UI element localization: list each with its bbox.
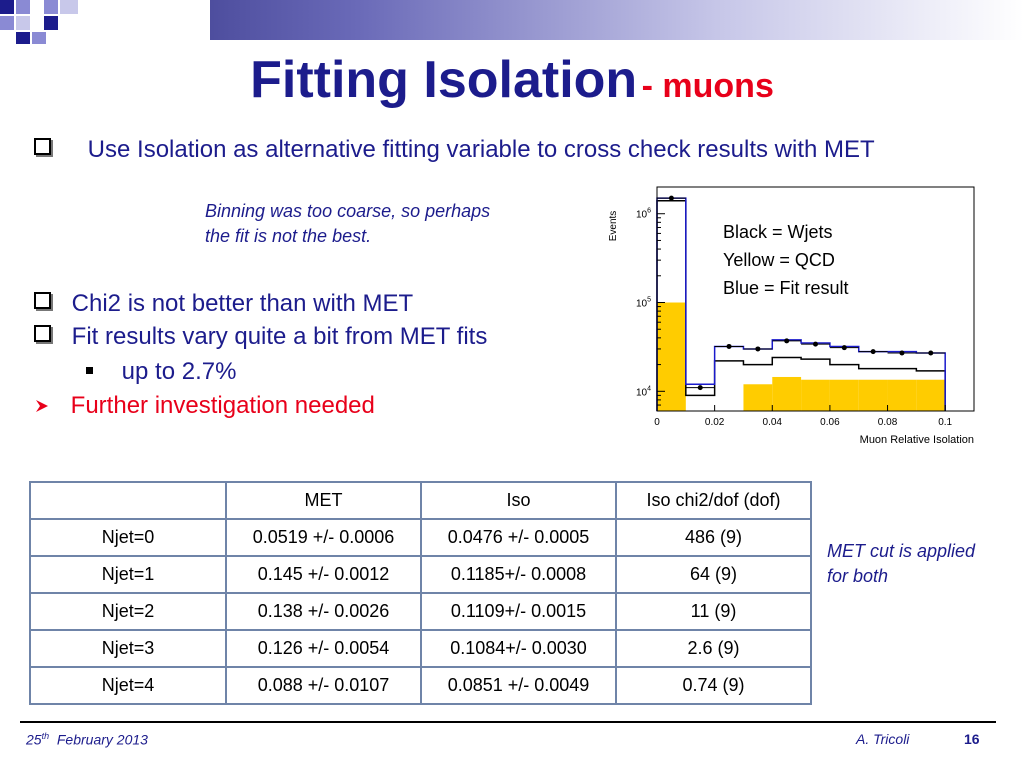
intro-bullet-text: Use Isolation as alternative fitting variable to cross check results with MET bbox=[87, 136, 875, 163]
arrow-bullet-item bbox=[34, 392, 375, 420]
footer-divider bbox=[20, 721, 996, 723]
y-tick-label: $10^4$ bbox=[635, 385, 651, 399]
table-cell: Njet=2 bbox=[30, 593, 226, 630]
table-cell: Njet=3 bbox=[30, 630, 226, 667]
data-point bbox=[727, 344, 732, 349]
table-row bbox=[30, 519, 811, 556]
x-tick-label: 0.1 bbox=[938, 417, 953, 428]
table-cell: Njet=4 bbox=[30, 667, 226, 704]
table-cell: 11 (9) bbox=[616, 593, 811, 630]
corner-square bbox=[16, 32, 30, 44]
data-point bbox=[813, 342, 818, 347]
square-bullet-icon bbox=[34, 292, 51, 309]
qcd-bar bbox=[830, 380, 859, 411]
table-row bbox=[30, 667, 811, 704]
table-cell: 0.1185+/- 0.0008 bbox=[421, 556, 616, 593]
table-row bbox=[30, 556, 811, 593]
small-square-bullet-icon bbox=[86, 367, 93, 374]
plot-legend bbox=[723, 218, 849, 302]
footer-date-day: 25 bbox=[26, 731, 42, 748]
table-cell: 0.1109+/- 0.0015 bbox=[421, 593, 616, 630]
y-tick-label: $10^5$ bbox=[635, 296, 651, 310]
met-cut-note-line: for both bbox=[827, 566, 889, 586]
footer-date bbox=[26, 731, 148, 748]
arrow-bullet-text: Further investigation needed bbox=[70, 392, 375, 419]
data-point bbox=[784, 338, 789, 343]
table-header-cell: Iso bbox=[421, 482, 616, 519]
square-bullet-icon bbox=[34, 325, 51, 342]
data-point bbox=[698, 385, 703, 390]
table-header-cell: Iso chi2/dof (dof) bbox=[616, 482, 811, 519]
binning-note-line: the fit is not the best. bbox=[205, 226, 372, 246]
table-cell: 0.145 +/- 0.0012 bbox=[226, 556, 421, 593]
table-row bbox=[30, 630, 811, 667]
bullet-text: Chi2 is not better than with MET bbox=[71, 290, 414, 317]
binning-note bbox=[205, 199, 490, 249]
table-row bbox=[30, 593, 811, 630]
legend-entry: Blue = Fit result bbox=[723, 278, 849, 298]
corner-square bbox=[44, 16, 58, 30]
qcd-bar bbox=[916, 380, 945, 411]
table-cell: 0.138 +/- 0.0026 bbox=[226, 593, 421, 630]
qcd-bar bbox=[772, 377, 801, 411]
title-main: Fitting Isolation bbox=[250, 51, 638, 109]
corner-square bbox=[0, 0, 14, 14]
table-cell: 0.088 +/- 0.0107 bbox=[226, 667, 421, 704]
bullet-text: Fit results vary quite a bit from MET fits bbox=[71, 323, 488, 350]
qcd-bar bbox=[801, 380, 830, 411]
table-header-row bbox=[30, 482, 811, 519]
table-cell: 0.0476 +/- 0.0005 bbox=[421, 519, 616, 556]
corner-square bbox=[60, 0, 78, 14]
data-point bbox=[871, 349, 876, 354]
corner-square bbox=[44, 0, 58, 14]
bullet-item bbox=[34, 323, 487, 351]
footer-author: A. Tricoli bbox=[856, 731, 910, 747]
met-cut-note-line: MET cut is applied bbox=[827, 541, 976, 561]
table-cell: 0.0519 +/- 0.0006 bbox=[226, 519, 421, 556]
table-cell: Njet=0 bbox=[30, 519, 226, 556]
footer-date-ordinal: th bbox=[41, 731, 50, 741]
table-header-cell: MET bbox=[226, 482, 421, 519]
x-tick-label: 0.02 bbox=[704, 417, 725, 428]
met-cut-note bbox=[827, 539, 975, 589]
corner-square bbox=[16, 16, 30, 30]
arrow-bullet-icon bbox=[34, 398, 50, 414]
table-cell: 0.74 (9) bbox=[616, 667, 811, 704]
x-axis-label: Muon Relative Isolation bbox=[859, 434, 974, 446]
footer-date-rest: February 2013 bbox=[56, 731, 148, 748]
square-bullet-icon bbox=[34, 138, 51, 155]
data-point bbox=[842, 345, 847, 350]
binning-note-line: Binning was too coarse, so perhaps bbox=[205, 201, 491, 221]
results-table bbox=[29, 481, 812, 705]
table-header-cell bbox=[30, 482, 226, 519]
table-cell: 0.126 +/- 0.0054 bbox=[226, 630, 421, 667]
qcd-bar bbox=[657, 303, 686, 411]
table-cell: Njet=1 bbox=[30, 556, 226, 593]
bullet-item bbox=[34, 290, 413, 318]
table-cell: 64 (9) bbox=[616, 556, 811, 593]
page-number: 16 bbox=[964, 731, 980, 747]
corner-square bbox=[16, 0, 30, 14]
table-cell: 2.6 (9) bbox=[616, 630, 811, 667]
data-point bbox=[669, 196, 674, 201]
legend-entry: Yellow = QCD bbox=[723, 250, 835, 270]
table-cell: 0.1084+/- 0.0030 bbox=[421, 630, 616, 667]
data-point bbox=[899, 351, 904, 356]
sub-bullet-text: up to 2.7% bbox=[121, 358, 237, 385]
x-tick-label: 0.06 bbox=[820, 417, 840, 428]
slide-title bbox=[0, 51, 1024, 109]
x-tick-label: 0.08 bbox=[877, 417, 898, 428]
data-point bbox=[755, 346, 760, 351]
corner-square bbox=[32, 32, 46, 44]
qcd-bar bbox=[888, 380, 917, 411]
legend-entry: Black = Wjets bbox=[723, 222, 833, 242]
title-sub: - muons bbox=[641, 67, 774, 105]
x-tick-label: 0.04 bbox=[762, 417, 783, 428]
y-tick-label: $10^6$ bbox=[635, 207, 651, 221]
intro-bullet bbox=[34, 136, 875, 164]
corner-square bbox=[0, 16, 14, 30]
qcd-bar bbox=[859, 380, 888, 411]
x-tick-label: 0 bbox=[654, 417, 660, 428]
sub-bullet-item bbox=[86, 358, 236, 386]
table-cell: 486 (9) bbox=[616, 519, 811, 556]
data-point bbox=[928, 351, 933, 356]
y-axis-label: Events bbox=[608, 210, 619, 242]
qcd-bar bbox=[743, 384, 772, 411]
table-cell: 0.0851 +/- 0.0049 bbox=[421, 667, 616, 704]
